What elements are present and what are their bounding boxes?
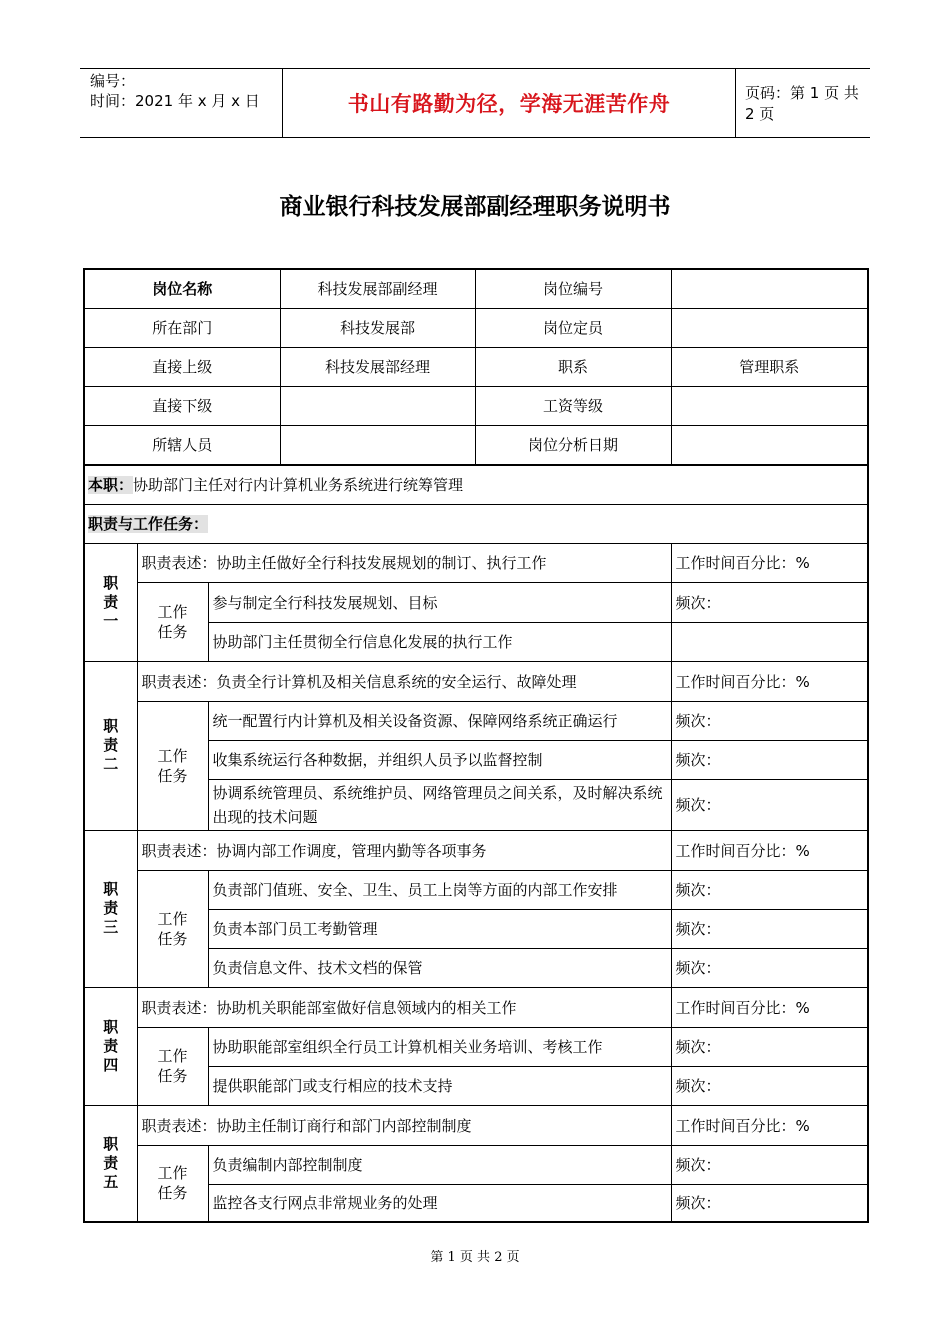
time-percent: 工作时间百分比：%: [671, 1105, 868, 1145]
series-label: 职系: [475, 347, 671, 386]
responsibility-label: [84, 987, 137, 1105]
superior-value: 科技发展部经理: [280, 347, 475, 386]
document-header: [80, 68, 870, 138]
task-frequency: 频次：: [671, 740, 868, 779]
task-label: [137, 1145, 208, 1222]
responsibility-statement: 职责表述：负责全行计算机及相关信息系统的安全运行、故障处理: [137, 661, 671, 701]
duty-cell: [84, 465, 868, 504]
responsibility-label-text: 职责四: [103, 1017, 119, 1074]
task-text: 提供职能部门或支行相应的技术支持: [208, 1066, 671, 1105]
position-name-label: 岗位名称: [84, 269, 280, 308]
responsibility-statement: 职责表述：协调内部工作调度，管理内勤等各项事务: [137, 830, 671, 870]
task-frequency: 频次：: [671, 779, 868, 830]
task-frequency: [671, 622, 868, 661]
task-frequency: 频次：: [671, 948, 868, 987]
responsibility-statement-row: [84, 543, 868, 582]
task-label: [137, 582, 208, 661]
responsibility-statement: 职责表述：协助主任制订商行和部门内部控制制度: [137, 1105, 671, 1145]
responsibilities-heading: 职责与工作任务：: [88, 515, 209, 533]
task-frequency: 频次：: [671, 1027, 868, 1066]
task-label-text: 工作任务: [157, 1164, 188, 1203]
info-row: [84, 425, 868, 465]
responsibility-statement-row: [84, 1105, 868, 1145]
task-frequency: 频次：: [671, 909, 868, 948]
quota-label: 岗位定员: [475, 308, 671, 347]
info-row: [84, 269, 868, 308]
info-row: [84, 347, 868, 386]
time-percent: 工作时间百分比：%: [671, 543, 868, 582]
info-row: [84, 308, 868, 347]
responsibility-statement: 职责表述：协助主任做好全行科技发展规划的制订、执行工作: [137, 543, 671, 582]
responsibility-statement: 职责表述：协助机关职能部室做好信息领域内的相关工作: [137, 987, 671, 1027]
task-label: [137, 1027, 208, 1105]
task-label: [137, 870, 208, 987]
task-frequency: 频次：: [671, 1184, 868, 1222]
task-row: [84, 870, 868, 909]
task-label-text: 工作任务: [157, 1047, 188, 1085]
position-no-label: 岗位编号: [475, 269, 671, 308]
number-label: 编号：: [90, 72, 136, 90]
date-label: 岗位分析日期: [475, 425, 671, 465]
position-name-value: 科技发展部副经理: [280, 269, 475, 308]
task-label-text: 工作任务: [157, 746, 188, 785]
duty-row: [84, 465, 868, 504]
task-row: [84, 701, 868, 740]
staff-label: 所辖人员: [84, 425, 280, 465]
task-text: 负责本部门员工考勤管理: [208, 909, 671, 948]
task-text: 监控各支行网点非常规业务的处理: [208, 1184, 671, 1222]
task-label-text: 工作任务: [157, 909, 188, 948]
task-text: 收集系统运行各种数据，并组织人员予以监督控制: [208, 740, 671, 779]
responsibility-label-text: 职责三: [103, 880, 119, 936]
page-code: 页码：第 1 页 共 2 页: [745, 84, 859, 123]
task-text: 协调系统管理员、系统维护员、网络管理员之间关系，及时解决系统出现的技术问题: [208, 779, 671, 830]
task-label: [137, 701, 208, 830]
task-row: [84, 582, 868, 622]
responsibilities-heading-row: [84, 504, 868, 543]
task-frequency: 频次：: [671, 870, 868, 909]
date-value: [671, 425, 868, 465]
subordinate-label: 直接下级: [84, 386, 280, 425]
header-meta: [80, 69, 282, 137]
responsibilities-heading-cell: [84, 504, 868, 543]
job-description-table: [83, 268, 869, 1223]
quota-value: [671, 308, 868, 347]
info-row: [84, 386, 868, 425]
department-value: 科技发展部: [280, 308, 475, 347]
responsibility-label-text: 职责五: [103, 1134, 119, 1191]
task-frequency: 频次：: [671, 582, 868, 622]
responsibility-statement-row: [84, 661, 868, 701]
task-text: 统一配置行内计算机及相关设备资源、保障网络系统正确运行: [208, 701, 671, 740]
time-percent: 工作时间百分比：%: [671, 830, 868, 870]
task-label-text: 工作任务: [157, 602, 188, 641]
time-percent: 工作时间百分比：%: [671, 987, 868, 1027]
task-text: 负责编制内部控制制度: [208, 1145, 671, 1184]
responsibility-label: [84, 543, 137, 661]
time-percent: 工作时间百分比：%: [671, 661, 868, 701]
position-no-value: [671, 269, 868, 308]
task-text: 负责部门值班、安全、卫生、员工上岗等方面的内部工作安排: [208, 870, 671, 909]
responsibility-label: [84, 1105, 137, 1222]
responsibility-statement-row: [84, 830, 868, 870]
grade-label: 工资等级: [475, 386, 671, 425]
task-frequency: 频次：: [671, 701, 868, 740]
duty-text: 协助部门主任对行内计算机业务系统进行统筹管理: [133, 476, 464, 495]
header-motto-cell: [282, 69, 736, 137]
duty-label: 本职：: [88, 476, 134, 495]
task-text: 协助部门主任贯彻全行信息化发展的执行工作: [208, 622, 671, 661]
task-frequency: 频次：: [671, 1145, 868, 1184]
task-row: [84, 1145, 868, 1184]
task-row: [84, 1027, 868, 1066]
responsibility-label-text: 职责一: [103, 573, 119, 630]
header-page-cell: [735, 69, 870, 137]
document-title: 商业银行科技发展部副经理职务说明书: [279, 194, 671, 220]
task-text: 协助职能部室组织全行员工计算机相关业务培训、考核工作: [208, 1027, 671, 1066]
task-frequency: 频次：: [671, 1066, 868, 1105]
subordinate-value: [280, 386, 475, 425]
page-footer: 第 1 页 共 2 页: [430, 1250, 520, 1265]
responsibility-label: [84, 830, 137, 987]
responsibility-label-text: 职责二: [103, 717, 119, 773]
responsibility-statement-row: [84, 987, 868, 1027]
department-label: 所在部门: [84, 308, 280, 347]
task-text: 参与制定全行科技发展规划、目标: [208, 582, 671, 622]
series-value: 管理职系: [671, 347, 868, 386]
task-text: 负责信息文件、技术文档的保管: [208, 948, 671, 987]
responsibility-label: [84, 661, 137, 830]
superior-label: 直接上级: [84, 347, 280, 386]
staff-value: [280, 425, 475, 465]
time-label: 时间：2021 年 x 月 x 日: [90, 92, 260, 110]
grade-value: [671, 386, 868, 425]
motto: 书山有路勤为径，学海无涯苦作舟: [347, 92, 671, 116]
